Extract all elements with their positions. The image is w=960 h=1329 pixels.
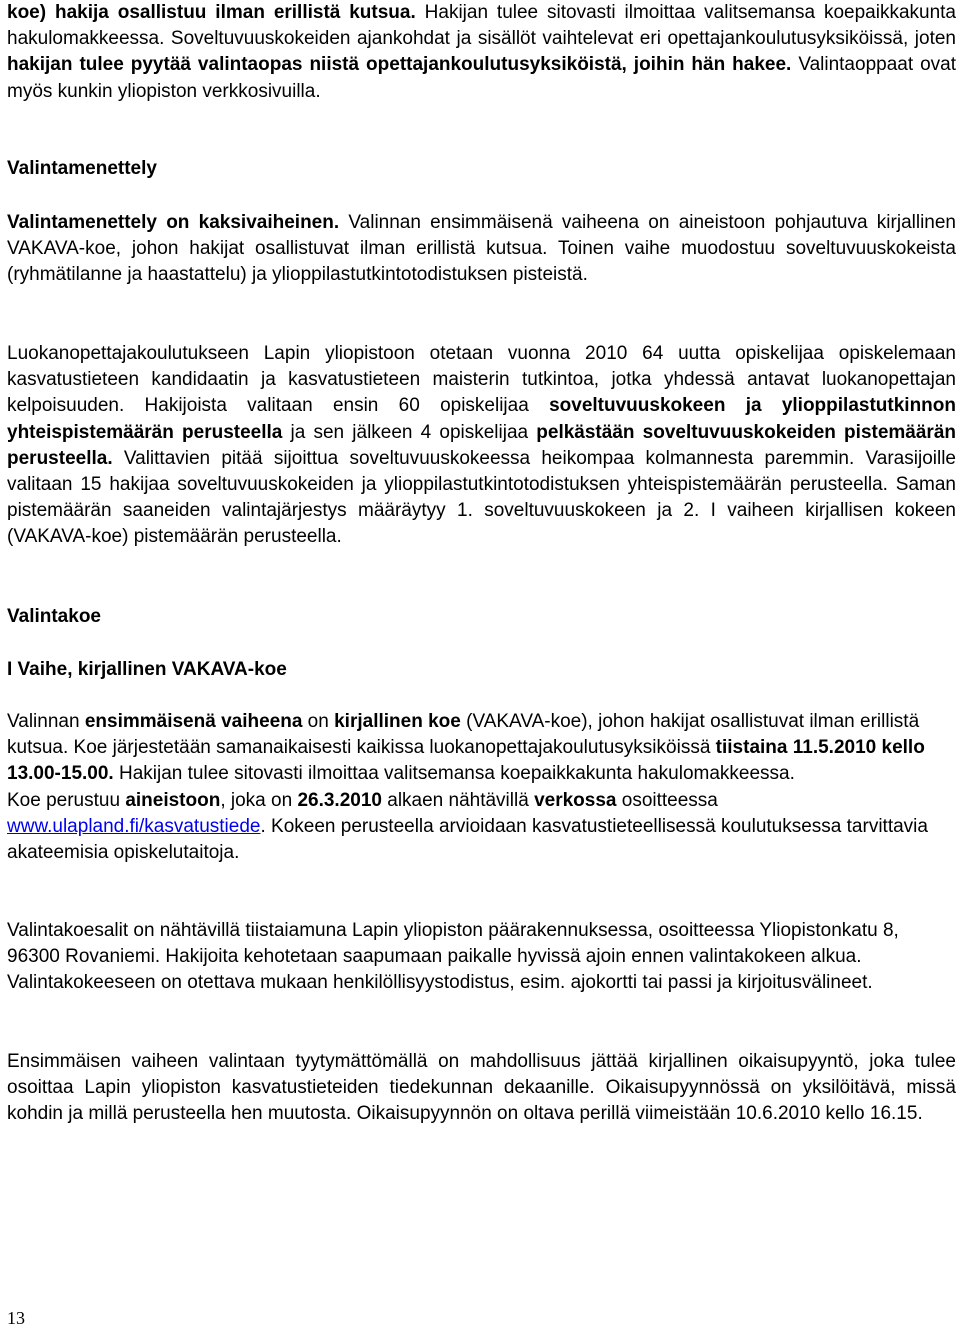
paragraph-intro: [7, 0, 956, 105]
text-run: on: [302, 711, 335, 732]
bold-text-run: koe) hakija osallistuu ilman erillistä kutsua.: [7, 2, 416, 23]
text-run: Ensimmäisen vaiheen valintaan tyytymättömällä on mahdollisuus jättää kirjallinen oikaisupyyntö, joka tulee osoittaa Lapin yliopiston kasvatustieteiden tiedekunnan dekaanille. Oikaisupyynnössä on yksilöitävä, missä kohdin ja millä perusteella hen muutosta. Oikaisupyynnön on oltava perillä viimeistään 10.6.2010 kello 16.15.: [7, 1051, 956, 1125]
bold-text-run: verkossa: [534, 789, 617, 811]
text-run: Koe perustuu: [7, 789, 126, 811]
text-run: ja sen jälkeen 4 opiskelijaa: [282, 421, 537, 443]
text-run: alkaen nähtävillä: [381, 789, 535, 811]
text-run: Valintaoppaat ovat myös kunkin yliopiston verkkosivuilla.: [7, 54, 956, 102]
bold-text-run: I Vaihe, kirjallinen VAKAVA-koe: [7, 659, 287, 680]
text-run: . Kokeen perusteella arvioidaan kasvatustieteellisessä koulutuksessa tarvittavia akateemisia opiskelutaitoja.: [7, 815, 928, 864]
text-run: Valintakoesalit on nähtävillä tiistaiamuna Lapin yliopiston päärakennuksessa, osoitteessa Yliopistonkatu 8, 96300 Rovaniemi. Hakijoita kehotetaan saapumaan paikalle hyvissä ajoin ennen valintakokeen alkua. Valintakokeeseen on otettava mukaan henkilöllisyystodistus, esim. ajokortti tai passi ja kirjoitusvälineet.: [7, 920, 899, 994]
text-run: Luokanopettajakoulutukseen Lapin yliopistoon otetaan vuonna 2010 64 uutta opiskelijaa opiskelemaan kasvatustieteen kandidaatin ja kasvatustieteen maisterin tutkintoa, jotka yhdessä antavat luokanopettajan kelpoisuuden. Hakijoista valitaan ensin 60 opiskelijaa: [7, 343, 956, 417]
text-run: Hakijan tulee sitovasti ilmoittaa valitsemansa koepaikkakunta hakulomakkeessa. Soveltuvuuskokeiden ajankohdat ja sisällöt vaihtelevat eri opettajankoulutusyksiköissä, joten: [7, 2, 956, 50]
bold-text-run: 26.3.2010: [297, 789, 382, 811]
bold-text-run: Valintamenettely on kaksivaiheinen.: [7, 212, 340, 233]
paragraph-luokanopettaja-text: [7, 341, 956, 551]
text-run: Valinnan: [7, 711, 85, 732]
text-run: Valinnan ensimmäisenä vaiheena on aineistoon pohjautuva kirjallinen VAKAVA-koe, johon hakijat osallistuvat ilman erillistä kutsua. Toinen vaihe muodostuu soveltuvuuskokeista (ryhmätilanne ja haastattelu) ja ylioppilastutkintotodistuksen pisteistä.: [7, 212, 956, 286]
bold-text-run: soveltuvuuskokeen ja ylioppilastutkinnon yhteispistemäärän perusteella: [7, 395, 956, 443]
bold-text-run: aineistoon: [125, 789, 221, 811]
bold-text-run: hakijan tulee pyytää valintaopas niistä opettajankoulutusyksiköistä, joihin hän hakee.: [7, 54, 792, 76]
heading-heading-valintamenettely: [7, 156, 956, 182]
paragraph-paikka-text: [7, 918, 956, 997]
heading-heading-vaihe1: [7, 657, 956, 683]
paragraph-valintamenettely-text: [7, 210, 956, 289]
text-run: Hakijan tulee sitovasti ilmoittaa valitsemansa koepaikkakunta hakulomakkeessa.: [113, 763, 795, 785]
page-number: 13: [7, 1308, 25, 1328]
website-link[interactable]: www.ulapland.fi/kasvatustiede: [7, 815, 261, 837]
bold-text-run: pelkästään soveltuvuuskokeiden pistemäärän perusteella.: [7, 421, 957, 469]
text-run: osoitteessa: [616, 789, 718, 811]
bold-text-run: Valintakoe: [7, 606, 101, 627]
bold-text-run: ensimmäisenä vaiheena: [84, 711, 303, 732]
paragraph-oikaisu-text: [7, 1049, 956, 1128]
text-run: Valittavien pitää sijoittua soveltuvuuskokeessa heikompaa kolmannesta paremmin. Varasijoille valitaan 15 hakijaa soveltuvuuskokeiden ja ylioppilastutkintotodistuksen yhteispistemäärän perusteella. Saman pistemäärän saaneiden valintajärjestys määräytyy 1. soveltuvuuskokeen ja 2. I vaiheen kirjallisen kokeen (VAKAVA-koe) pistemäärän perusteella.: [7, 447, 956, 548]
bold-text-run: tiistaina 11.5.2010 kello 13.00-15.00.: [7, 737, 925, 785]
text-run: , joka on: [220, 789, 298, 811]
paragraph-vaihe1-text: [7, 709, 956, 866]
bold-text-run: kirjallinen koe: [334, 711, 461, 732]
heading-heading-valintakoe: [7, 604, 956, 630]
text-run: (VAKAVA-koe), johon hakijat osallistuvat ilman erillistä kutsua. Koe järjestetään samanaikaisesti kaikissa luokanopettajakoulutusyksiköissä: [7, 711, 920, 759]
bold-text-run: Valintamenettely: [7, 158, 157, 179]
